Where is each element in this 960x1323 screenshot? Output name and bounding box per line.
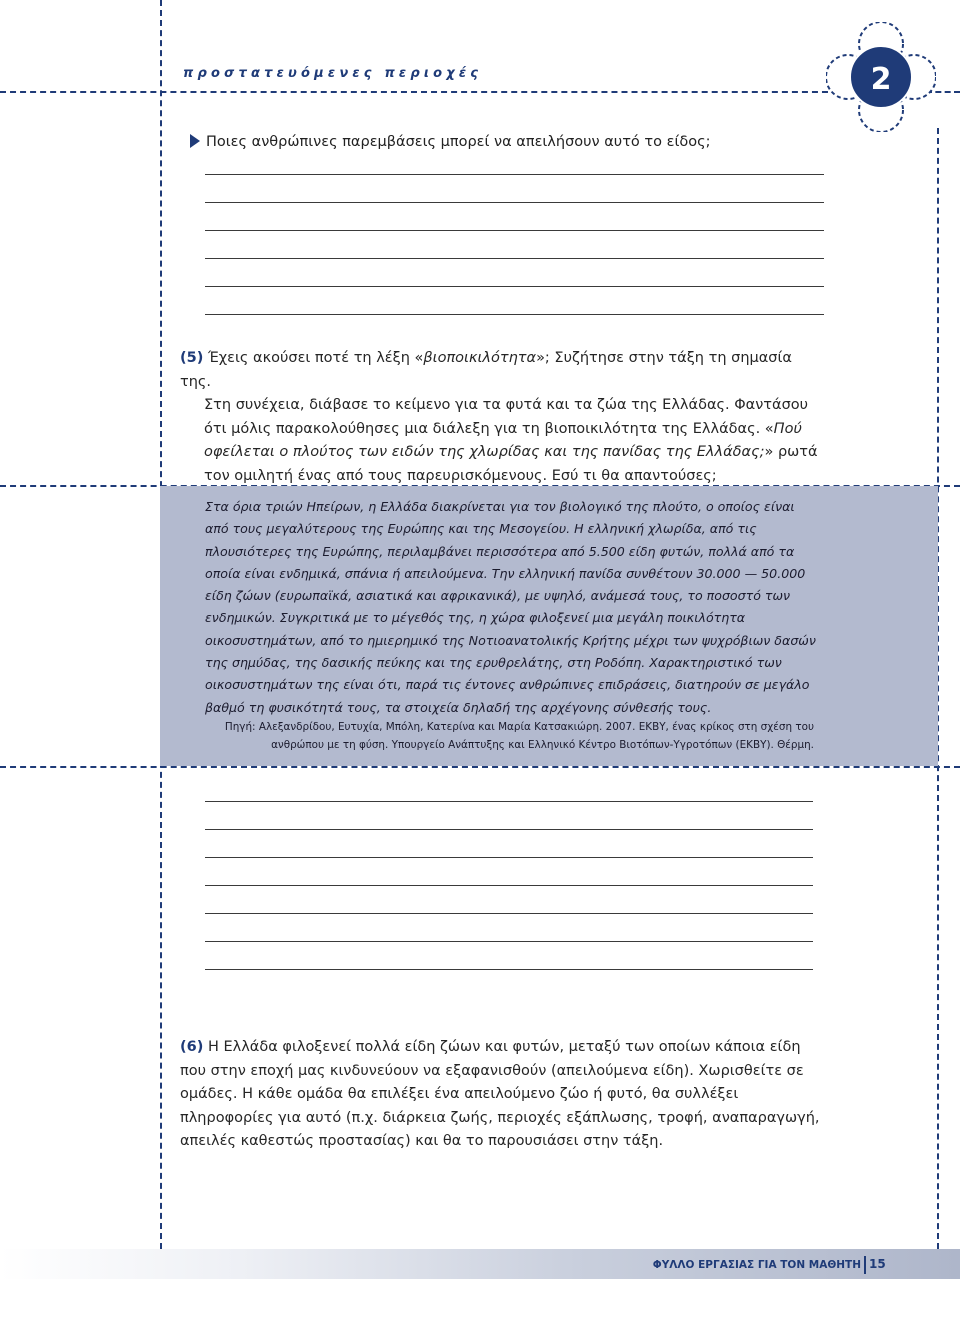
box-bottom-line [0,766,960,768]
answer-line[interactable] [205,202,824,203]
chapter-number: 2 [870,62,892,97]
footer-label: ΦΥΛΛΟ ΕΡΓΑΣΙΑΣ ΓΙΑ ΤΟΝ ΜΑΘΗΤΗ [652,1259,861,1271]
flower-badge-icon [826,22,936,132]
info-box [160,486,938,766]
exercise-number: (6) [180,1039,204,1055]
answer-line[interactable] [205,829,813,830]
exercise-number: (5) [180,350,204,366]
page-number: 15 [869,1257,886,1271]
answer-line[interactable] [205,314,824,315]
answer-line[interactable] [205,969,813,970]
top-border-line [0,91,838,93]
answer-line[interactable] [205,885,813,886]
answer-line[interactable] [205,174,824,175]
page-title: προστατευόμενες περιοχές [183,66,483,81]
exercise-5: (5) Έχεις ακούσει ποτέ τη λέξη «βιοποικιλότητα»; Συζήτησε στην τάξη τη σημασία της. Στη συνέχεια, διάβασε το κείμενο για τα φυτά και τα ζώα της Ελλάδας. Φαντάσου ότι μόλις παρακολούθησες μια διάλεξη για τη βιοποικιλότητα της Ελλάδας. «Πού οφείλεται ο πλούτος των ειδών της χλωρίδας και της πανίδας της Ελλάδας;» ρωτά τον ομιλητή ένας από τους παρευρισκόμενους. Εσύ τι θα απαντούσες; [180,350,818,484]
info-box-source: Πηγή: Αλεξανδρίδου, Ευτυχία, Μπόλη, Κατερίνα και Μαρία Κατσακιώρη. 2007. ΕΚΒΥ, ένας κρίκος στη σχέση του ανθρώπου με τη φύση. Υπουργείο Ανάπτυξης και Ελληνικό Κέντρο Βιοτόπων-Υγροτόπων (ΕΚΒΥ). Θέρμη. [224,721,814,751]
answer-line[interactable] [205,286,824,287]
question-text: Ποιες ανθρώπινες παρεμβάσεις μπορεί να απειλήσουν αυτό το είδος; [206,134,711,150]
info-box-text: Στα όρια τριών Ηπείρων, η Ελλάδα διακρίνεται για τον βιολογικό της πλούτο, ο οποίος είναι από τους μεγαλύτερους της Ευρώπης και της Μεσογείου. Η ελληνική χλωρίδα, από τις πλουσιότερες της Ευρώπης, περιλαμβάνει περισσότερα από 5.500 είδη φυτών, πολλά από τα οποία είναι ενδημικά, σπάνια ή απειλούμενα. Την ελληνική πανίδα συνθέτουν 30.000 — 50.000 είδη ζώων (ευρωπαϊκά, ασιατικά και αφρικανικά), με υψηλό, ανάμεσά τους, το ποσοστό των ενδημικών. Συγκριτικά με το μέγεθός της, η χώρα φιλοξενεί μια μεγάλη ποικιλότητα οικοσυστημάτων, από το ημιερημικό της Νοτιοανατολικής Κρήτης μέχρι των ψυχρόβιων δασών της σημύδας, της δασικής πεύκης και της ερυθρελάτης, στη Ροδόπη. Χαρακτηριστικό των οικοσυστημάτων της είναι ότι, παρά τις έντονες ανθρώπινες επιδράσεις, διατηρούν σε μεγάλο βαθμό τη φυσικότητά τους, τα στοιχεία δηλαδή της αρχέγονης σύνθεσής τους. [205,499,816,715]
question-prompt [190,134,711,150]
answer-line[interactable] [205,230,824,231]
answer-line[interactable] [205,913,813,914]
triangle-bullet-icon [190,134,200,148]
exercise-6: (6) Η Ελλάδα φιλοξενεί πολλά είδη ζώων και φυτών, μεταξύ των οποίων κάποια είδη που στην εποχή μας κινδυνεύουν να εξαφανισθούν (απειλούμενα είδη). Χωρισθείτε σε ομάδες. Η κάθε ομάδα θα επιλέξει ένα απειλούμενο ζώο ή φυτό, θα συλλέξει πληροφορίες για αυτό (π.χ. διάρκεια ζωής, περιοχές εξάπλωσης, τροφή, αναπαραγωγή, απειλές καθεστώς προστασίας) και θα το παρουσιάσει στην τάξη. [180,1039,820,1149]
answer-line[interactable] [205,941,813,942]
answer-line[interactable] [205,857,813,858]
footer-divider [864,1256,866,1274]
answer-line[interactable] [205,801,813,802]
answer-line[interactable] [205,258,824,259]
